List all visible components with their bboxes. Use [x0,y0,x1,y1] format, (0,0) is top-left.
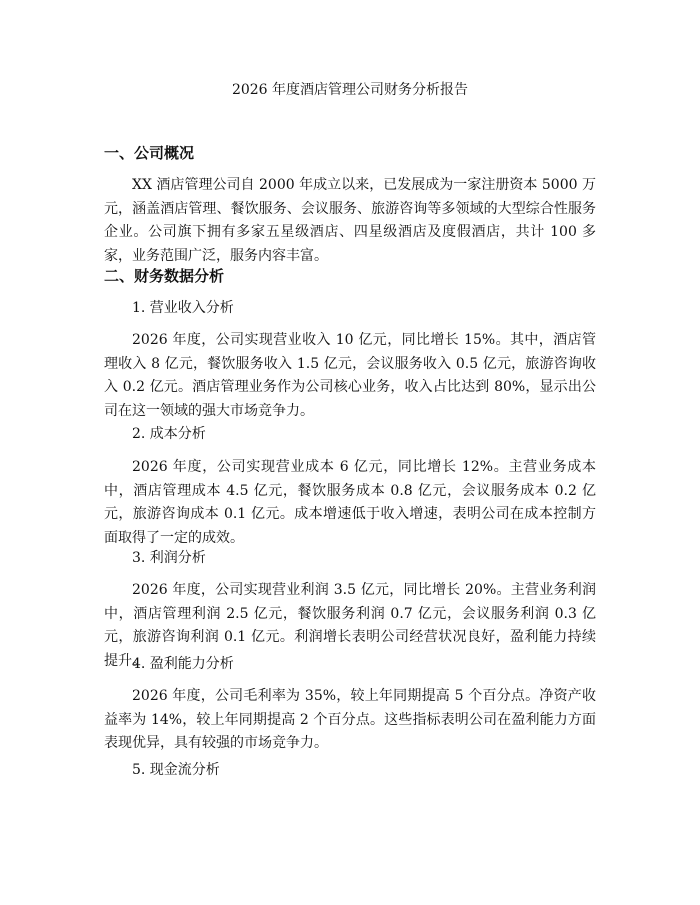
paragraph-company-overview: XX 酒店管理公司自 2000 年成立以来，已发展成为一家注册资本 5000 万元，涵盖酒店管理、餐饮服务、会议服务、旅游咨询等多领域的大型综合性服务企业。公司旗下拥有多家五星级酒店、四星级酒店及度假酒店，共计 100 多家，业务范围广泛，服务内容丰富。 [104,177,596,264]
section-heading-financial-analysis: 二、财务数据分析 [104,267,225,285]
sub-heading-cash-flow: 5. 现金流分析 [132,762,220,778]
paragraph-revenue: 2026 年度，公司实现营业收入 10 亿元，同比增长 15%。其中，酒店管理收入 8 亿元，餐饮服务收入 1.5 亿元，会议服务收入 0.5 亿元，旅游咨询收入 0.2 亿元。酒店管理业务作为公司核心业务，收入占比达到 80%，显示出公司在这一领域的强大市场竞争力。 [104,332,596,419]
sub-heading-profitability: 4. 盈利能力分析 [132,656,234,672]
sub-heading-profit: 3. 利润分析 [132,550,206,566]
sub-heading-cost: 2. 成本分析 [132,426,206,442]
sub-heading-revenue: 1. 营业收入分析 [132,300,234,316]
document-title: 2026 年度酒店管理公司财务分析报告 [231,82,469,98]
paragraph-profit: 2026 年度，公司实现营业利润 3.5 亿元，同比增长 20%。主营业务利润中，酒店管理利润 2.5 亿元，餐饮服务利润 0.7 亿元，会议服务利润 0.3 亿元，旅游咨询利润 0.1 亿元。利润增长表明公司经营状况良好，盈利能力持续提升。 [104,582,596,669]
paragraph-cost: 2026 年度，公司实现营业成本 6 亿元，同比增长 12%。主营业务成本中，酒店管理成本 4.5 亿元，餐饮服务成本 0.8 亿元，会议服务成本 0.2 亿元，旅游咨询成本 0.1 亿元。成本增速低于收入增速，表明公司在成本控制方面取得了一定的成效。 [104,459,596,546]
paragraph-profitability: 2026 年度，公司毛利率为 35%，较上年同期提高 5 个百分点。净资产收益率为 14%，较上年同期提高 2 个百分点。这些指标表明公司在盈利能力方面表现优异，具有较强的市场竞争力。 [104,688,596,751]
section-heading-company-overview: 一、公司概况 [104,144,195,162]
